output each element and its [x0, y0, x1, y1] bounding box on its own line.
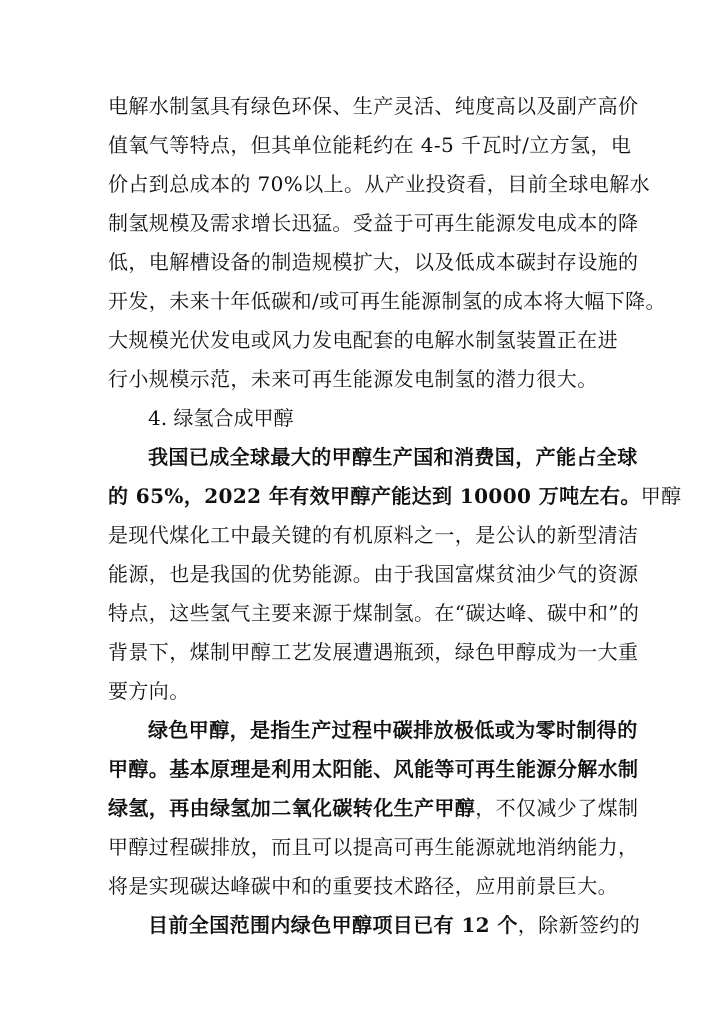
paragraph3-line-5: 将是实现碳达峰碳中和的重要技术路径，应用前景巨大。: [108, 874, 618, 898]
paragraph1-line-6: 开发，未来十年低碳和/或可再生能源制氢的成本将大幅下降。: [108, 289, 666, 313]
paragraph3-line-2: 甲醇。基本原理是利用太阳能、风能等可再生能源分解水制: [108, 757, 639, 781]
paragraph1-line-8: 行小规模示范，未来可再生能源发电制氢的潜力很大。: [108, 367, 598, 391]
paragraph2-line-2: [108, 482, 682, 510]
paragraph4-line-1: [148, 911, 641, 939]
paragraph2-line-6: 背景下，煤制甲醇工艺发展遭遇瓶颈，绿色甲醇成为一大重: [108, 640, 639, 664]
paragraph2-line-2-bold: 的 65%，2022 年有效甲醇产能达到 10000 万吨左右。: [108, 484, 641, 508]
paragraph1-line-1: 电解水制氢具有绿色环保、生产灵活、纯度高以及副产高价: [108, 94, 639, 118]
paragraph2-line-1: 我国已成全球最大的甲醇生产国和消费国，产能占全球: [148, 445, 638, 469]
paragraph3-line-3-bold: 绿氢，再由绿氢加二氧化碳转化生产甲醇: [108, 796, 476, 820]
paragraph1-line-5: 低，电解槽设备的制造规模扩大，以及低成本碳封存设施的: [108, 250, 639, 274]
paragraph4-line-1-bold: 目前全国范围内绿色甲醇项目已有 12 个: [148, 913, 518, 937]
section-heading: 4. 绿氢合成甲醇: [148, 406, 294, 430]
paragraph1-line-3: 价占到总成本的 70%以上。从产业投资看，目前全球电解水: [108, 172, 651, 196]
paragraph1-line-2: 值氧气等特点，但其单位能耗约在 4-5 千瓦时/立方氢，电: [108, 133, 632, 157]
paragraph1-line-4: 制氢规模及需求增长迅猛。受益于可再生能源发电成本的降: [108, 211, 639, 235]
paragraph2-line-5: 特点，这些氢气主要来源于煤制氢。在“碳达峰、碳中和”的: [108, 601, 640, 625]
paragraph3-line-3-tail: ，不仅减少了煤制: [475, 796, 639, 820]
paragraph3-line-3: [108, 794, 639, 822]
paragraph1-line-7: 大规模光伏发电或风力发电配套的电解水制氢装置正在进: [108, 328, 618, 352]
paragraph2-line-3: 是现代煤化工中最关键的有机原料之一，是公认的新型清洁: [108, 523, 639, 547]
paragraph4-line-1-tail: ，除新签约的: [517, 913, 641, 937]
paragraph3-line-1: 绿色甲醇，是指生产过程中碳排放极低或为零时制得的: [148, 718, 638, 742]
paragraph2-line-7: 要方向。: [108, 679, 190, 703]
paragraph2-line-2-tail: 甲醇: [640, 484, 682, 508]
paragraph2-line-4: 能源，也是我国的优势能源。由于我国富煤贫油少气的资源: [108, 562, 639, 586]
paragraph3-line-4: 甲醇过程碳排放，而且可以提高可再生能源就地消纳能力，: [108, 835, 639, 859]
